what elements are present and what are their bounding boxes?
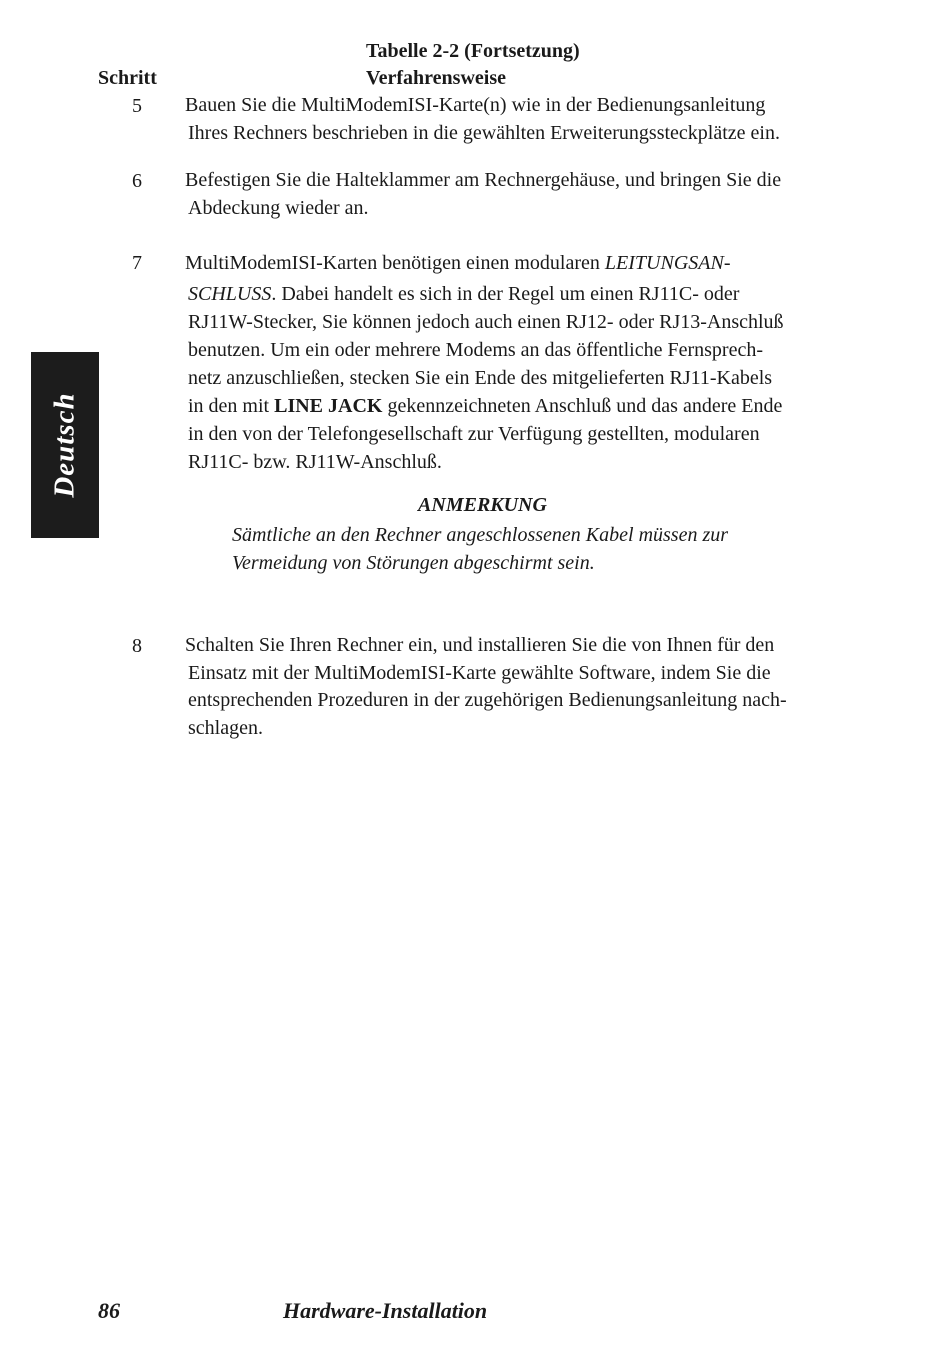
text-line: RJ11C- bzw. RJ11W-Anschluß. <box>188 451 442 473</box>
text-line: Abdeckung wieder an. <box>188 196 369 219</box>
text-run: . Dabei handelt es sich in der Regel um einen RJ11C- oder <box>271 283 740 305</box>
step-text <box>185 632 834 742</box>
text-line: entsprechenden Prozeduren in der zugehörigen Bedienungsanleitung nach- <box>188 689 787 711</box>
step-number: 5 <box>132 95 142 117</box>
language-tab-label: Deutsch <box>48 392 81 498</box>
text-line: netz anzuschließen, stecken Sie ein Ende des mitgelieferten RJ11-Kabels <box>188 367 773 389</box>
text-line: Bauen Sie die MultiModemISI-Karte(n) wie in der Bedienungsanleitung <box>185 94 766 116</box>
text-line <box>185 392 834 420</box>
column-header-step: Schritt <box>98 67 157 89</box>
text-line: schlagen. <box>188 716 263 739</box>
text-line: Ihres Rechners beschrieben in die gewählten Erweiterungssteckplätze ein. <box>188 121 780 144</box>
text-line: in den von der Telefongesellschaft zur Verfügung gestellten, modularen <box>188 423 760 445</box>
column-header-procedure: Verfahrensweise <box>366 67 506 89</box>
bold-term: LINE JACK <box>274 395 383 417</box>
note-title: ANMERKUNG <box>418 494 547 516</box>
page-number: 86 <box>98 1298 120 1323</box>
step-number: 6 <box>132 170 142 192</box>
note-body <box>232 521 822 577</box>
text-run: in den mit <box>188 395 275 417</box>
step-number: 7 <box>132 252 142 274</box>
text-line: Einsatz mit der MultiModemISI-Karte gewählte Software, indem Sie die <box>188 661 771 684</box>
text-line: Befestigen Sie die Halteklammer am Rechnergehäuse, und bringen Sie die <box>185 169 782 191</box>
text-line: benutzen. Um ein oder mehrere Modems an das öffentliche Fernsprech- <box>188 339 763 361</box>
step-text <box>185 249 834 476</box>
step-text <box>185 92 834 147</box>
text-line: Vermeidung von Störungen abgeschirmt sein. <box>232 552 595 574</box>
italic-term: SCHLUSS <box>188 283 272 305</box>
footer-section-title: Hardware-Installation <box>283 1298 488 1323</box>
text-line <box>185 249 834 277</box>
table-title: Tabelle 2-2 (Fortsetzung) <box>366 40 580 62</box>
text-line: Sämtliche an den Rechner angeschlossenen Kabel müssen zur <box>232 524 729 546</box>
step-text <box>185 167 834 222</box>
italic-term: LEITUNGSAN- <box>604 252 731 274</box>
text-line: Schalten Sie Ihren Rechner ein, und installieren Sie die von Ihnen für den <box>185 634 775 656</box>
text-run: MultiModemISI-Karten benötigen einen modularen <box>185 252 605 274</box>
step-number: 8 <box>132 635 142 657</box>
text-line <box>185 280 834 308</box>
text-line: RJ11W-Stecker, Sie können jedoch auch einen RJ12- oder RJ13-Anschluß <box>188 311 784 333</box>
text-run: gekennzeichneten Anschluß und das andere Ende <box>382 395 783 417</box>
